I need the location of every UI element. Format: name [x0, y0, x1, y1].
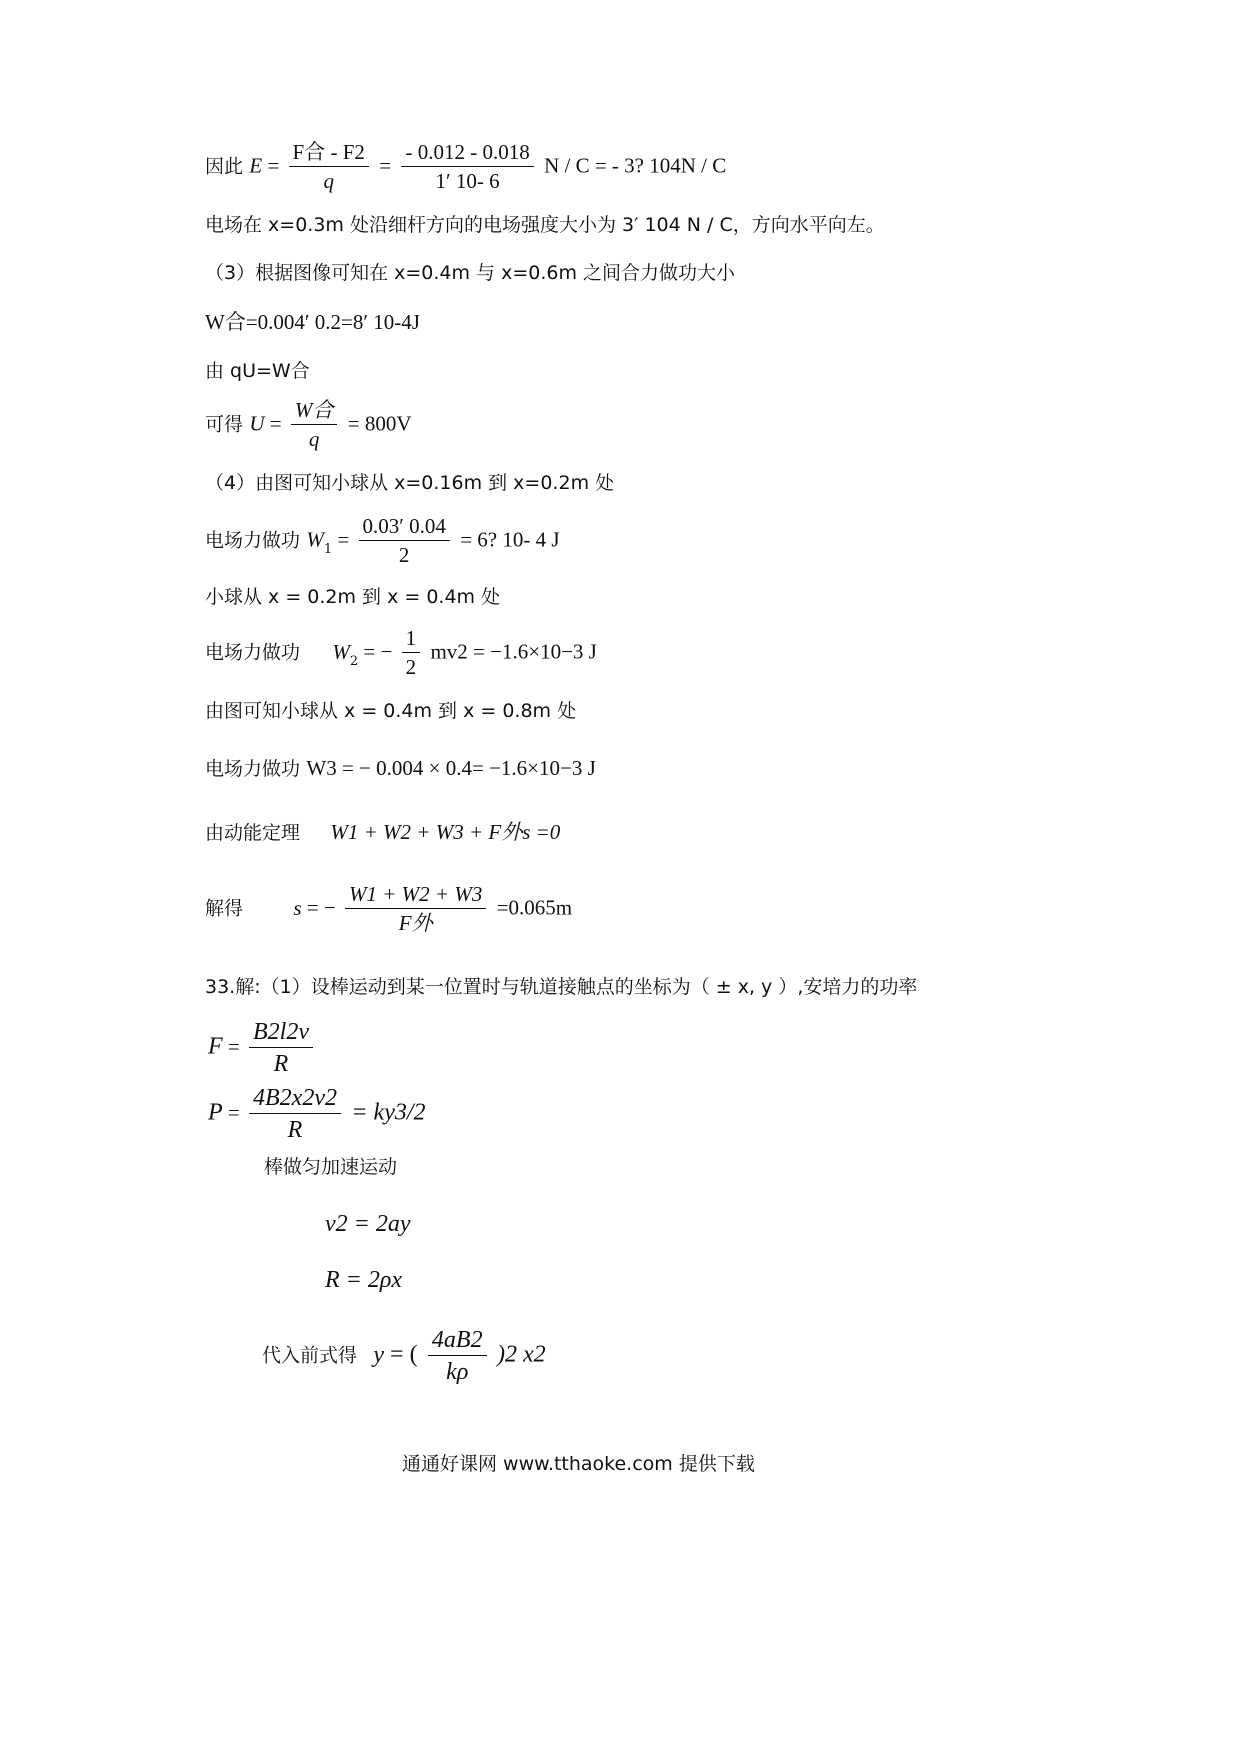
- equation-w2: 电场力做功 $W_2$ = − $\frac{1}{2}$ mv2 = −1.6×10−3 J: [205, 626, 597, 679]
- page-footer: 通通好课网 www.tthaoke.com 提供下载: [402, 1453, 755, 1475]
- equation-force: F = $\frac{B2l2v}{R}$: [208, 1020, 317, 1076]
- fraction: $\frac{4B2x2v2}{R}$: [249, 1086, 341, 1142]
- fraction: $\frac{B2l2v}{R}$: [249, 1020, 313, 1076]
- equation-work-energy: 由动能定理 W1 + W2 + W3 + F外s =0: [205, 820, 561, 844]
- equation-work: W合=0.004′ 0.2=8′ 10-4J: [205, 310, 420, 334]
- equation-power: P = $\frac{4B2x2v2}{R}$ = ky3/2: [208, 1085, 426, 1143]
- fraction: $\frac{- 0.012 - 0.018}{1' 10- 6}$: [401, 142, 533, 192]
- fraction: $\frac{\text{W合}}{q}$: [291, 400, 338, 450]
- equation-kinematics: v2 = 2ay: [325, 1211, 411, 1237]
- fraction: $\frac{4aB2}{k\rho}$: [428, 1328, 487, 1384]
- equation-result: 代入前式得 y = ( $\frac{4aB2}{k\rho}$ )2 x2: [262, 1327, 546, 1385]
- equation-solve-s: 解得 s = − $\frac{W1 + W2 + W3}{\text{F外}}$ =0.065m: [205, 882, 573, 935]
- text-line: 由图可知小球从 x = 0.4m 到 x = 0.8m 处: [205, 700, 577, 722]
- text-line: 小球从 x = 0.2m 到 x = 0.4m 处: [205, 586, 501, 608]
- text-line: （4）由图可知小球从 x=0.16m 到 x=0.2m 处: [205, 472, 615, 494]
- equation-voltage: 可得 U = $\frac{\text{W合}}{q}$ = 800V: [205, 398, 412, 451]
- fraction: $\frac{\text{F合 - F2}}{q}$: [289, 142, 369, 192]
- text-line: 33.解:（1）设棒运动到某一位置时与轨道接触点的坐标为（ ± x, y ）,安培力的功率: [205, 976, 918, 998]
- equation-e-field: 因此 E = $\frac{\text{F合 - F2}}{q}$ = $\frac{- 0.012 - 0.018}{1' 10- 6}$ N / C = - 3? 104N / C: [205, 140, 727, 193]
- text-line: （3）根据图像可知在 x=0.4m 与 x=0.6m 之间合力做功大小: [205, 262, 736, 284]
- equation-resistance: R = 2ρx: [325, 1267, 403, 1293]
- text-line: 电场在 x=0.3m 处沿细杆方向的电场强度大小为 3′ 104 N / C，方向水平向左。: [205, 214, 885, 236]
- text-line: 由 qU=W合: [205, 360, 310, 382]
- text-line: 棒做匀加速运动: [264, 1156, 398, 1178]
- equation-w3: 电场力做功 W3 = − 0.004 × 0.4= −1.6×10−3 J: [205, 756, 596, 780]
- fraction: $\frac{1}{2}$: [402, 628, 421, 678]
- equation-w1: 电场力做功 $W_1$ = $\frac{0.03' 0.04}{2}$ = 6? 10- 4 J: [205, 514, 560, 567]
- fraction: $\frac{W1 + W2 + W3}{\text{F外}}$: [345, 884, 486, 934]
- fraction: $\frac{0.03' 0.04}{2}$: [359, 516, 450, 566]
